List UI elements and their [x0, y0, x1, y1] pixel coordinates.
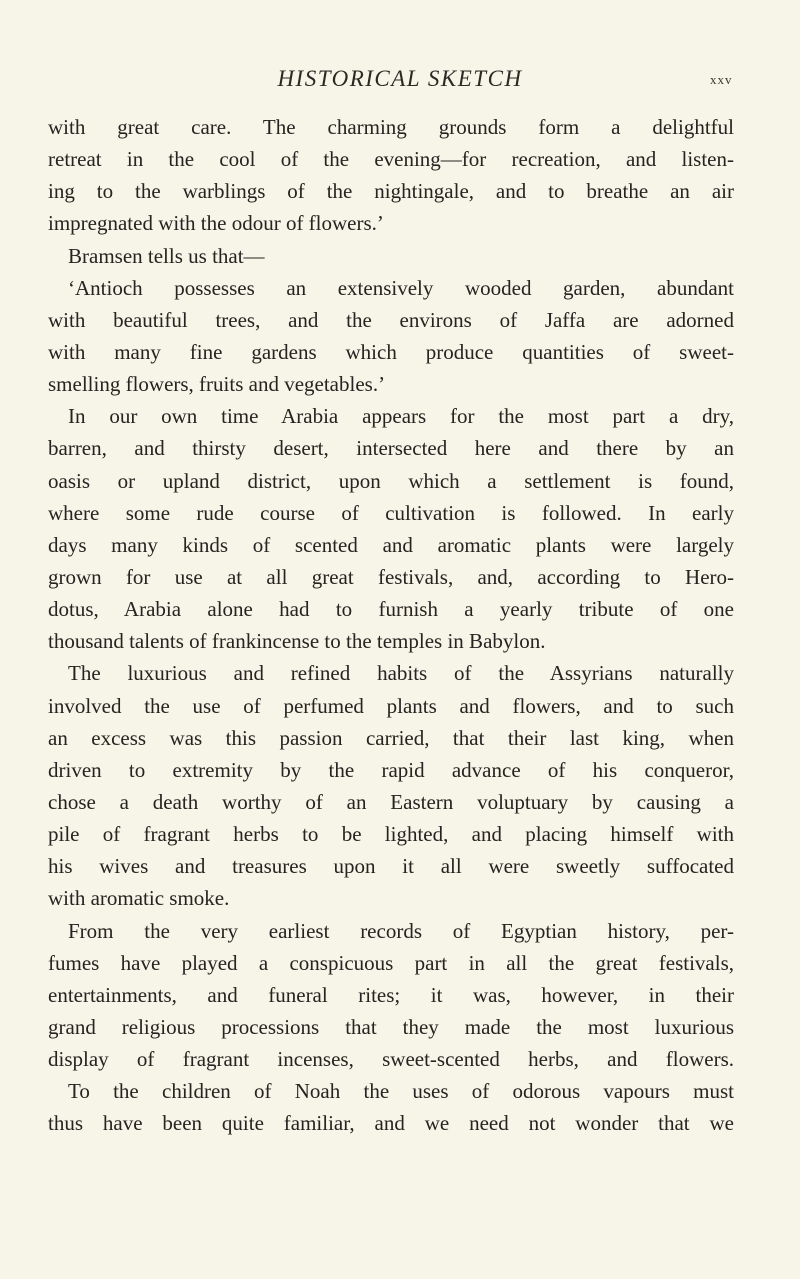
page-number: xxv — [710, 72, 733, 87]
text-line: thus have been quite familiar, and we need not wonder that we — [48, 1111, 734, 1136]
text-line: ‘Antioch possesses an extensively wooded garden, abundant — [68, 275, 734, 300]
body-text — [48, 111, 734, 1140]
text-line: with aromatic smoke. — [48, 886, 230, 911]
text-line: pile of fragrant herbs to be lighted, and placing himself with — [48, 822, 734, 847]
text-line: entertainments, and funeral rites; it was, however, in their — [48, 982, 734, 1007]
text-line: fumes have played a conspicuous part in all the great festivals, — [48, 950, 734, 975]
text-line: In our own time Arabia appears for the most part a dry, — [68, 404, 734, 429]
text-line: Bramsen tells us that— — [68, 243, 265, 268]
text-line: an excess was this passion carried, that their last king, when — [48, 725, 734, 750]
text-line: smelling flowers, fruits and vegetables.’ — [48, 372, 386, 397]
text-line: ing to the warblings of the nightingale, and to breathe an air — [48, 179, 734, 204]
running-title: HISTORICAL SKETCH — [277, 66, 523, 91]
text-line: with beautiful trees, and the environs of Jaffa are adorned — [48, 307, 734, 332]
text-line: barren, and thirsty desert, intersected here and there by an — [48, 436, 734, 461]
text-line: chose a death worthy of an Eastern voluptuary by causing a — [48, 789, 734, 814]
text-line: days many kinds of scented and aromatic plants were largely — [48, 532, 734, 557]
text-line: thousand talents of frankincense to the temples in Babylon. — [48, 629, 546, 654]
page-header — [0, 66, 800, 98]
text-line: To the children of Noah the uses of odorous vapours must — [68, 1079, 734, 1104]
text-line: grown for use at all great festivals, and, according to Hero- — [48, 564, 734, 589]
text-line: display of fragrant incenses, sweet-scented herbs, and flowers. — [48, 1047, 734, 1072]
text-line: his wives and treasures upon it all were sweetly suffocated — [48, 854, 734, 879]
text-line: where some rude course of cultivation is followed. In early — [48, 500, 734, 525]
text-line: dotus, Arabia alone had to furnish a yearly tribute of one — [48, 597, 734, 622]
text-line: retreat in the cool of the evening—for recreation, and listen- — [48, 147, 734, 172]
text-line: with many fine gardens which produce quantities of sweet- — [48, 339, 734, 364]
text-line: oasis or upland district, upon which a settlement is found, — [48, 468, 734, 493]
text-line: The luxurious and refined habits of the Assyrians naturally — [68, 661, 734, 686]
text-line: impregnated with the odour of flowers.’ — [48, 211, 384, 236]
text-line: driven to extremity by the rapid advance of his conqueror, — [48, 757, 734, 782]
text-line: involved the use of perfumed plants and flowers, and to such — [48, 693, 734, 718]
text-line: with great care. The charming grounds form a delightful — [48, 115, 734, 139]
text-line: grand religious processions that they made the most luxurious — [48, 1014, 734, 1039]
text-line: From the very earliest records of Egyptian history, per- — [68, 918, 734, 943]
